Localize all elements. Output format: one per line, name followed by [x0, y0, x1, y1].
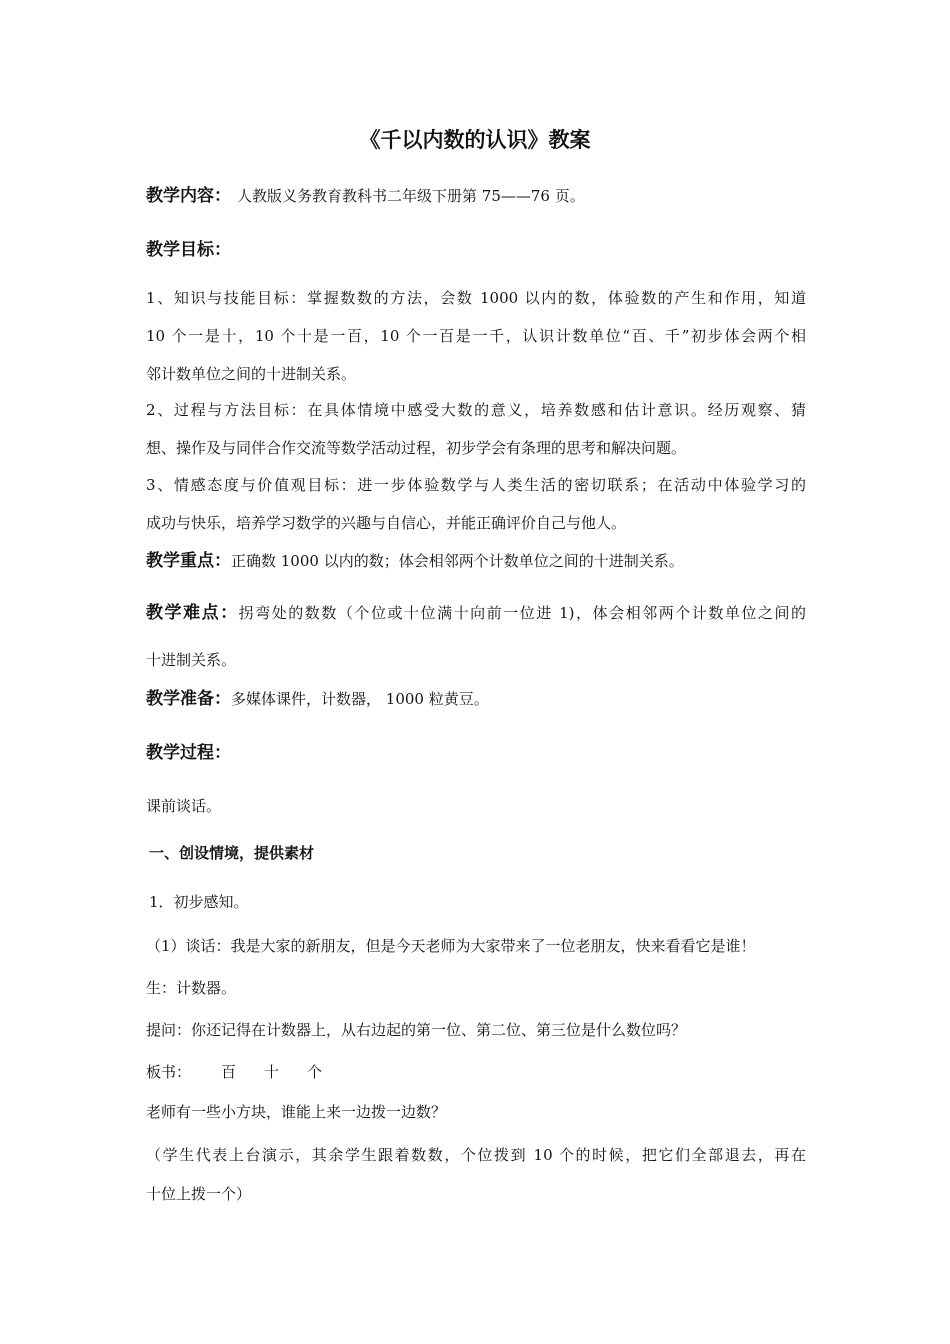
difficulty-line-1	[146, 603, 806, 623]
difficulty-text: 拐弯处的数数（个位或十位满十向前一位进 1)，体会相邻两个计数单位之间的	[238, 604, 806, 622]
student-answer: 生：计数器。	[146, 979, 237, 997]
demo-line-2: 十位上拨一个）	[146, 1185, 252, 1203]
goal-1-line-2: 10 个一是十，10 个十是一百，10 个一百是一千，认识计数单位“百、千”初步体会两个相	[146, 327, 806, 345]
goal-1-line-1: 1、知识与技能目标：掌握数数的方法，会数 1000 以内的数，体验数的产生和作用，知道	[146, 289, 806, 307]
board-writing	[146, 1062, 322, 1082]
goal-1-line-3: 邻计数单位之间的十进制关系。	[146, 365, 357, 383]
board-item-ones: 个	[307, 1063, 323, 1081]
step-1: 1．初步感知。	[149, 893, 249, 911]
board-item-tens: 十	[264, 1063, 280, 1081]
board-label: 板书：	[146, 1063, 192, 1081]
difficulty-label: 教学难点：	[146, 603, 239, 623]
preparation-label: 教学准备：	[146, 689, 231, 709]
key-point	[146, 551, 684, 571]
board-item-hundreds: 百	[221, 1063, 237, 1081]
goal-3-line-1: 3、情感态度与价值观目标：进一步体验数学与人类生活的密切联系；在活动中体验学习的	[146, 476, 806, 494]
preparation	[146, 689, 489, 709]
talk-line: （1）谈话：我是大家的新朋友，但是今天老师为大家带来了一位老朋友，快来看看它是谁！	[146, 937, 756, 955]
question-line: 提问：你还记得在计数器上，从右边起的第一位、第二位、第三位是什么数位吗？	[146, 1021, 687, 1039]
difficulty-line-2: 十进制关系。	[146, 651, 237, 669]
process-heading: 教学过程：	[146, 743, 231, 763]
teaching-content-text: 人教版义务教育教科书二年级下册第 75——76 页。	[237, 187, 585, 205]
goal-2-line-2: 想、操作及与同伴合作交流等数学活动过程，初步学会有条理的思考和解决问题。	[146, 439, 687, 457]
cubes-question: 老师有一些小方块，谁能上来一边拨一边数？	[146, 1103, 447, 1121]
pre-class-talk: 课前谈话。	[146, 797, 222, 815]
preparation-text: 多媒体课件，计数器， 1000 粒黄豆。	[231, 690, 489, 708]
demo-line-1: （学生代表上台演示，其余学生跟着数数，个位拨到 10 个的时候，把它们全部退去，再在	[146, 1146, 806, 1164]
goals-heading: 教学目标：	[146, 240, 231, 260]
goal-3-line-2: 成功与快乐，培养学习数学的兴趣与自信心，并能正确评价自己与他人。	[146, 514, 627, 532]
key-point-label: 教学重点：	[146, 551, 231, 571]
key-point-text: 正确数 1000 以内的数；体会相邻两个计数单位之间的十进制关系。	[231, 552, 684, 570]
teaching-content-colon: ：	[214, 186, 231, 206]
teaching-content	[146, 186, 585, 206]
section-1-heading: 一、创设情境，提供素材	[149, 844, 315, 862]
teaching-content-label: 教学内容	[146, 186, 214, 206]
goal-2-line-1: 2、过程与方法目标：在具体情境中感受大数的意义，培养数感和估计意识。经历观察、猜	[146, 401, 806, 419]
document-title: 《千以内数的认识》教案	[359, 128, 591, 152]
